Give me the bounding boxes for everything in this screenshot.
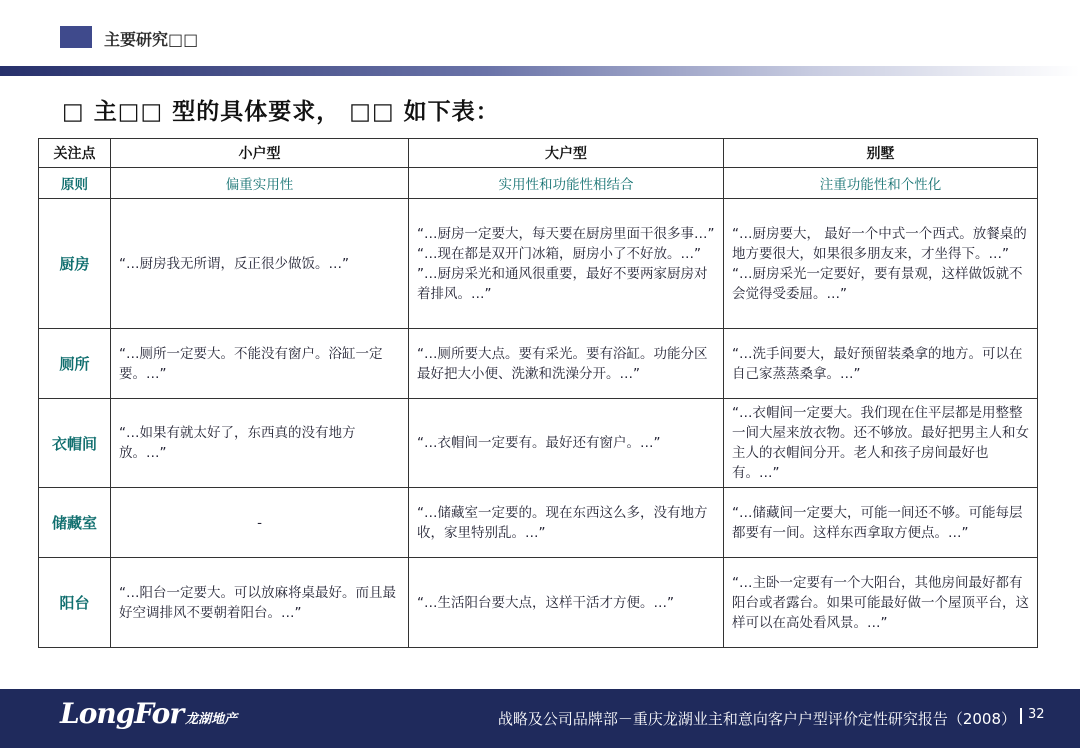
header-square xyxy=(60,26,92,48)
table-row-kitchen xyxy=(39,199,1038,329)
column-header-focus: 关注点 xyxy=(39,139,111,168)
cell-storage-small: - xyxy=(111,488,409,558)
cell-toilet-small: “…厕所一定要大。不能没有窗户。浴缸一定要。…” xyxy=(111,329,409,399)
table-row-principle xyxy=(39,168,1038,199)
column-header-small: 小户型 xyxy=(111,139,409,168)
cell-toilet-villa: “…洗手间要大，最好预留装桑拿的地方。可以在自己家蒸蒸桑拿。…” xyxy=(724,329,1038,399)
row-label-storage: 储藏室 xyxy=(39,488,111,558)
cell-principle-villa: 注重功能性和个性化 xyxy=(724,168,1038,199)
header-gradient-bar xyxy=(0,66,1080,76)
table-row-storage xyxy=(39,488,1038,558)
cell-balcony-villa: “…主卧一定要有一个大阳台，其他房间最好都有阳台或者露台。如果可能最好做一个屋顶平台，这样可以在高处看风景。…” xyxy=(724,558,1038,648)
page-number: 32 xyxy=(1028,707,1045,722)
cell-principle-large: 实用性和功能性相结合 xyxy=(409,168,724,199)
table-row-balcony xyxy=(39,558,1038,648)
table-row-closet xyxy=(39,399,1038,488)
logo-text: LongFor xyxy=(60,697,184,730)
cell-closet-large: “…衣帽间一定要有。最好还有窗户。…” xyxy=(409,399,724,488)
cell-kitchen-villa: “…厨房要大， 最好一个中式一个西式。放餐桌的地方要很大，如果很多朋友来，才坐得下。…” “…厨房采光一定要好，要有景观，这样做饭就不会觉得受委屈。…” xyxy=(724,199,1038,329)
page-title: □ 主□□ 型的具体要求， □□ 如下表： xyxy=(62,99,500,125)
cell-balcony-large: “…生活阳台要大点，这样干活才方便。…” xyxy=(409,558,724,648)
column-header-large: 大户型 xyxy=(409,139,724,168)
cell-kitchen-large: “…厨房一定要大，每天要在厨房里面干很多事…” “…现在都是双开门冰箱，厨房小了不好放。…” ”…厨房采光和通风很重要，最好不要两家厨房对着排风。…” xyxy=(409,199,724,329)
row-label-principle: 原则 xyxy=(39,168,111,199)
requirements-table xyxy=(38,138,1038,648)
row-label-kitchen: 厨房 xyxy=(39,199,111,329)
row-label-balcony: 阳台 xyxy=(39,558,111,648)
cell-closet-villa: “…衣帽间一定要大。我们现在住平层都是用整整一间大屋来放衣物。还不够放。最好把男主人和女主人的衣帽间分开。老人和孩子房间最好也有。…” xyxy=(724,399,1038,488)
table-header-row xyxy=(39,139,1038,168)
report-title: 战略及公司品牌部－重庆龙湖业主和意向客户户型评价定性研究报告（2008） xyxy=(497,710,1016,728)
footer-separator xyxy=(1020,708,1022,724)
company-logo xyxy=(60,697,237,730)
cell-storage-villa: “…储藏间一定要大，可能一间还不够。可能每层都要有一间。这样东西拿取方便点。…” xyxy=(724,488,1038,558)
cell-storage-large: “…储藏室一定要的。现在东西这么多，没有地方收，家里特别乱。…” xyxy=(409,488,724,558)
table-row-toilet xyxy=(39,329,1038,399)
section-title: 主要研究□□ xyxy=(104,30,199,49)
row-label-closet: 衣帽间 xyxy=(39,399,111,488)
row-label-toilet: 厕所 xyxy=(39,329,111,399)
column-header-villa: 别墅 xyxy=(724,139,1038,168)
cell-kitchen-small: “…厨房我无所谓，反正很少做饭。…” xyxy=(111,199,409,329)
cell-toilet-large: “…厕所要大点。要有采光。要有浴缸。功能分区最好把大小便、洗漱和洗澡分开。…” xyxy=(409,329,724,399)
logo-chinese: 龙湖地产 xyxy=(185,712,238,727)
cell-principle-small: 偏重实用性 xyxy=(111,168,409,199)
cell-closet-small: “…如果有就太好了，东西真的没有地方放。…” xyxy=(111,399,409,488)
cell-balcony-small: “…阳台一定要大。可以放麻将桌最好。而且最好空调排风不要朝着阳台。…” xyxy=(111,558,409,648)
